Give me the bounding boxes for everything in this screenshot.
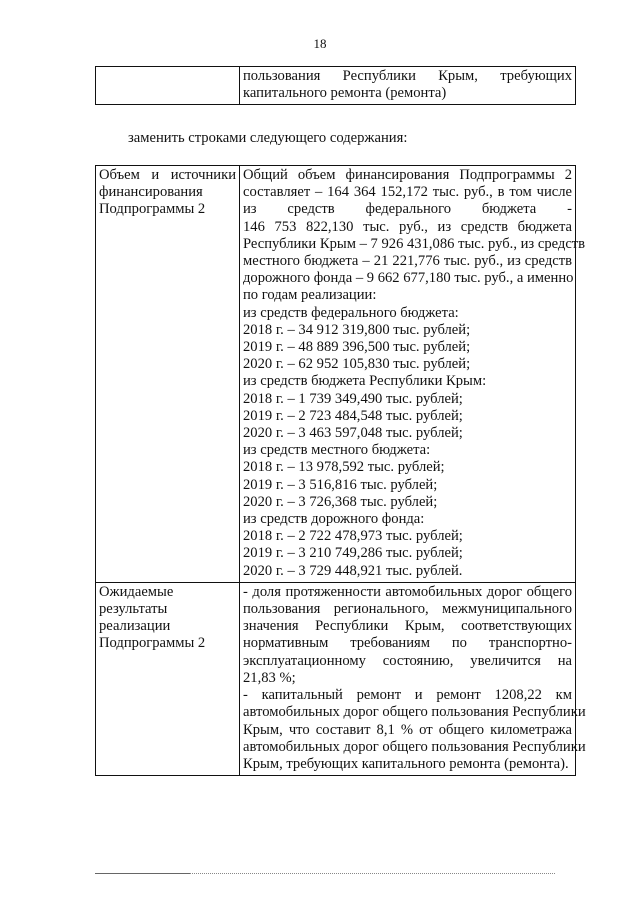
previous-text-table — [95, 66, 576, 105]
text-line: значения Республики Крым, соответствующих — [243, 618, 572, 635]
text-line: 2020 г. – 3 726,368 тыс. рублей; — [243, 493, 438, 510]
row-label-results — [96, 582, 240, 775]
label-line: Ожидаемые — [99, 583, 174, 600]
text-line: Крым, требующих капитального ремонта (ремонта). — [243, 755, 569, 772]
label-line: результаты — [99, 601, 168, 618]
text-line: 2018 г. – 34 912 319,800 тыс. рублей; — [243, 321, 471, 338]
text-line: 2018 г. – 2 722 478,973 тыс. рублей; — [243, 528, 463, 545]
text-line: 2020 г. – 3 729 448,921 тыс. рублей. — [243, 562, 463, 579]
text-line: 2018 г. – 1 739 349,490 тыс. рублей; — [243, 390, 463, 407]
text-line: автомобильных дорог общего пользования Республики — [243, 704, 586, 721]
text-line: 2018 г. – 13 978,592 тыс. рублей; — [243, 459, 445, 476]
text-line: пользования Республики Крым, требующих — [243, 68, 572, 84]
page-number: 18 — [313, 36, 327, 51]
text-line: 2019 г. – 3 210 749,286 тыс. рублей; — [243, 545, 463, 562]
text-line: нормативным требованиям по транспортно- — [243, 635, 572, 652]
replacement-table — [95, 165, 586, 776]
text-line: 21,83 %; — [243, 669, 296, 686]
text-line: из средств бюджета Республики Крым: — [243, 373, 487, 390]
table-row — [96, 67, 576, 105]
instruction-text: заменить строками следующего содержания: — [128, 130, 408, 146]
text-line: пользования регионального, межмуниципального — [243, 601, 572, 618]
row-label-financing — [96, 166, 240, 583]
text-line: 2020 г. – 62 952 105,830 тыс. рублей; — [243, 356, 471, 373]
text-line: из средств федерального бюджета - — [243, 201, 572, 218]
label-line: Подпрограммы 2 — [99, 635, 206, 652]
footer-divider-solid — [95, 873, 190, 874]
text-line: 2019 г. – 3 516,816 тыс. рублей; — [243, 476, 438, 493]
row-content-results — [240, 582, 586, 775]
label-line: Подпрограммы 2 — [99, 201, 206, 218]
text-line: местного бюджета – 21 221,776 тыс. руб., из средств — [243, 253, 572, 270]
text-line: составляет – 164 364 152,172 тыс. руб., в том числе — [243, 184, 572, 201]
text-line: из средств федерального бюджета: — [243, 304, 459, 321]
text-line: - доля протяженности автомобильных дорог общего — [243, 583, 572, 600]
text-line: капитального ремонта (ремонта) — [243, 85, 447, 102]
table-row-results — [96, 582, 576, 775]
text-line: Крым, что составит 8,1 % от общего километража — [243, 721, 572, 738]
table-cell-empty — [96, 67, 240, 105]
text-line: автомобильных дорог общего пользования Республики — [243, 738, 586, 755]
text-line: по годам реализации: — [243, 287, 377, 304]
text-line: из средств дорожного фонда: — [243, 511, 425, 528]
text-line: дорожного фонда – 9 662 677,180 тыс. руб., а именно — [243, 270, 574, 287]
text-line: - капитальный ремонт и ремонт 1208,22 км — [243, 687, 572, 704]
label-line: Объем и источники — [99, 167, 236, 183]
text-line: Республики Крым – 7 926 431,086 тыс. руб., из средств — [243, 235, 586, 252]
text-line: 146 753 822,130 тыс. руб., из средств бюджета — [243, 218, 572, 235]
table-row-financing — [96, 166, 576, 583]
label-line: финансирования — [99, 184, 203, 201]
row-content-financing — [240, 166, 586, 583]
label-line: реализации — [99, 618, 171, 635]
text-line: 2019 г. – 48 889 396,500 тыс. рублей; — [243, 339, 471, 356]
text-line: Общий объем финансирования Подпрограммы 2 — [243, 167, 572, 183]
text-line: эксплуатационному состоянию, увеличится на — [243, 652, 572, 669]
text-line: 2019 г. – 2 723 484,548 тыс. рублей; — [243, 407, 463, 424]
text-line: из средств местного бюджета: — [243, 442, 431, 459]
text-line: 2020 г. – 3 463 597,048 тыс. рублей; — [243, 425, 463, 442]
table-cell-text — [240, 67, 576, 105]
